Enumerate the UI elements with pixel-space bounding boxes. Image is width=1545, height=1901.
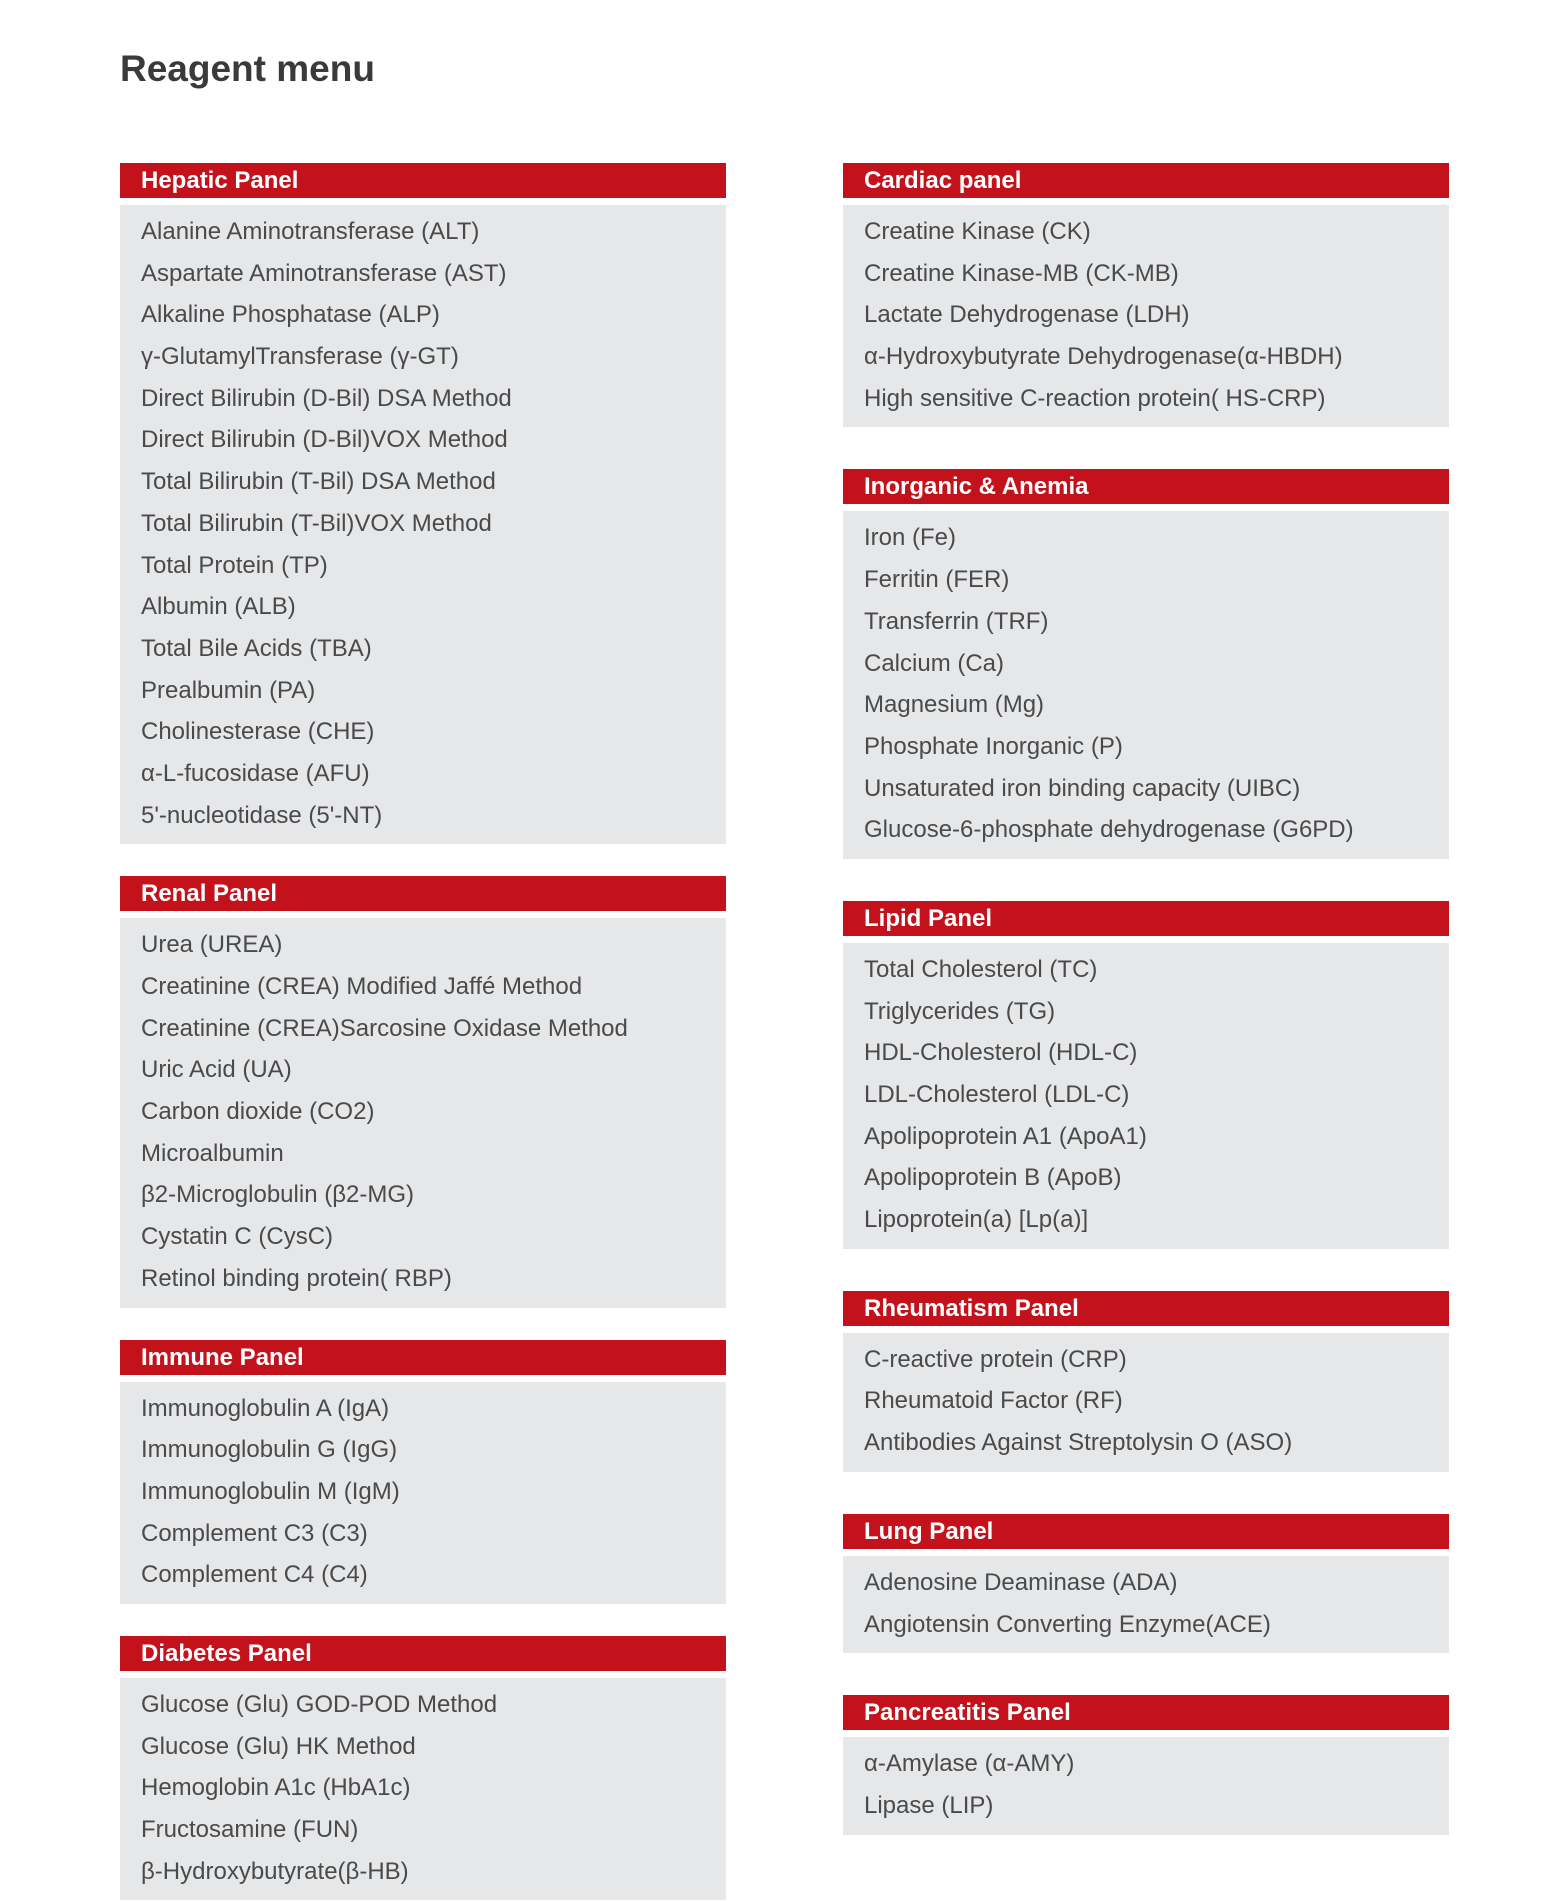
list-item: Fructosamine (FUN) [141, 1816, 359, 1843]
list-item: Aspartate Aminotransferase (AST) [141, 259, 507, 287]
left-column [120, 163, 726, 1900]
list-item: Apolipoprotein A1 (ApoA1) [864, 1122, 1147, 1150]
list-item: Unsaturated iron binding capacity (UIBC) [864, 774, 1301, 802]
list-item: Total Bile Acids (TBA) [141, 634, 372, 662]
list-item: Creatine Kinase-MB (CK-MB) [864, 259, 1179, 287]
list-item: Triglycerides (TG) [864, 997, 1056, 1025]
list-item: Hemoglobin A1c (HbA1c) [141, 1774, 411, 1802]
list-item: Phosphate Inorganic (P) [864, 732, 1123, 760]
page-title: Reagent menu [120, 48, 375, 89]
list-item: Adenosine Deaminase (ADA) [864, 1568, 1178, 1596]
panel-header: Renal Panel [120, 876, 726, 911]
panel-item-list [120, 1678, 726, 1900]
list-item: β2-Microglobulin (β2-MG) [141, 1181, 414, 1209]
panel-pancreatitis-panel [843, 1695, 1449, 1834]
list-item: Angiotensin Converting Enzyme(ACE) [864, 1610, 1271, 1638]
list-item: Rheumatoid Factor (RF) [864, 1387, 1123, 1415]
list-item: Transferrin (TRF) [864, 607, 1049, 635]
list-item: Iron (Fe) [864, 524, 957, 552]
list-item: Lipase (LIP) [864, 1791, 994, 1819]
panel-cardiac-panel [843, 163, 1449, 427]
list-item: Total Protein (TP) [141, 551, 328, 579]
list-item: 5'-nucleotidase (5'-NT) [141, 801, 383, 829]
list-item: Carbon dioxide (CO2) [141, 1098, 375, 1126]
list-item: Glucose (Glu) HK Method [141, 1732, 416, 1760]
list-item: Apolipoprotein B (ApoB) [864, 1164, 1122, 1192]
right-column [843, 163, 1449, 1835]
list-item: α-Hydroxybutyrate Dehydrogenase(α-HBDH) [864, 343, 1343, 371]
list-item: Creatinine (CREA) Modified Jaffé Method [141, 973, 583, 1000]
panel-header: Pancreatitis Panel [843, 1695, 1449, 1730]
list-item: Antibodies Against Streptolysin O (ASO) [864, 1429, 1293, 1457]
panel-item-list [843, 1556, 1449, 1653]
panel-item-list [120, 918, 726, 1307]
list-item: Magnesium (Mg) [864, 691, 1045, 719]
panel-item-list [843, 1737, 1449, 1834]
panel-header: Immune Panel [120, 1340, 726, 1375]
panel-header: Inorganic & Anemia [843, 469, 1449, 504]
list-item: α-L-fucosidase (AFU) [141, 759, 370, 787]
list-item: β-Hydroxybutyrate(β-HB) [141, 1857, 409, 1885]
panel-header: Lung Panel [843, 1514, 1449, 1549]
list-item: Glucose (Glu) GOD-POD Method [141, 1690, 498, 1718]
panel-header: Diabetes Panel [120, 1636, 726, 1671]
list-item: Alanine Aminotransferase (ALT) [141, 218, 480, 245]
panel-item-list [843, 205, 1449, 427]
panel-lung-panel [843, 1514, 1449, 1653]
panel-item-list [843, 943, 1449, 1249]
list-item: Immunoglobulin A (IgA) [141, 1394, 390, 1422]
list-item: Immunoglobulin M (IgM) [141, 1477, 400, 1505]
list-item: Cystatin C (CysC) [141, 1223, 334, 1251]
panel-header: Rheumatism Panel [843, 1291, 1449, 1326]
list-item: Glucose-6-phosphate dehydrogenase (G6PD) [864, 816, 1354, 844]
list-item: Direct Bilirubin (D-Bil)VOX Method [141, 426, 508, 454]
list-item: Urea (UREA) [141, 931, 283, 959]
list-item: Ferritin (FER) [864, 566, 1010, 594]
list-item: High sensitive C-reaction protein( HS-CRP) [864, 384, 1326, 412]
list-item: Calcium (Ca) [864, 649, 1005, 677]
list-item: Lipoprotein(a) [Lp(a)] [864, 1206, 1089, 1234]
list-item: HDL-Cholesterol (HDL-C) [864, 1039, 1138, 1067]
panel-item-list [120, 1382, 726, 1604]
list-item: Cholinesterase (CHE) [141, 718, 375, 746]
panel-lipid-panel [843, 901, 1449, 1249]
panel-inorganic-and-anemia [843, 469, 1449, 859]
list-item: Direct Bilirubin (D-Bil) DSA Method [141, 384, 512, 412]
list-item: Complement C4 (C4) [141, 1561, 368, 1589]
panel-renal-panel [120, 876, 726, 1307]
list-item: Complement C3 (C3) [141, 1519, 368, 1547]
panel-diabetes-panel [120, 1636, 726, 1900]
panel-item-list [120, 205, 726, 844]
list-item: Creatine Kinase (CK) [864, 218, 1091, 245]
list-item: Creatinine (CREA)Sarcosine Oxidase Method [141, 1014, 628, 1042]
list-item: Lactate Dehydrogenase (LDH) [864, 301, 1190, 329]
list-item: γ-GlutamylTransferase (γ-GT) [141, 343, 459, 371]
list-item: Total Cholesterol (TC) [864, 955, 1098, 983]
panel-header: Lipid Panel [843, 901, 1449, 936]
list-item: Albumin (ALB) [141, 593, 296, 621]
panel-immune-panel [120, 1340, 726, 1604]
panel-item-list [843, 1333, 1449, 1472]
list-item: C-reactive protein (CRP) [864, 1345, 1127, 1373]
panel-header: Cardiac panel [843, 163, 1449, 198]
list-item: Total Bilirubin (T-Bil)VOX Method [141, 509, 492, 537]
list-item: Alkaline Phosphatase (ALP) [141, 301, 440, 329]
list-item: Prealbumin (PA) [141, 676, 316, 704]
list-item: Microalbumin [141, 1139, 284, 1167]
list-item: α-Amylase (α-AMY) [864, 1750, 1075, 1778]
panel-rheumatism-panel [843, 1291, 1449, 1472]
panel-item-list [843, 511, 1449, 859]
panel-header: Hepatic Panel [120, 163, 726, 198]
panel-hepatic-panel [120, 163, 726, 844]
list-item: Immunoglobulin G (IgG) [141, 1436, 398, 1464]
list-item: Retinol binding protein( RBP) [141, 1264, 452, 1292]
list-item: Uric Acid (UA) [141, 1056, 292, 1084]
list-item: Total Bilirubin (T-Bil) DSA Method [141, 468, 496, 496]
list-item: LDL-Cholesterol (LDL-C) [864, 1081, 1130, 1108]
